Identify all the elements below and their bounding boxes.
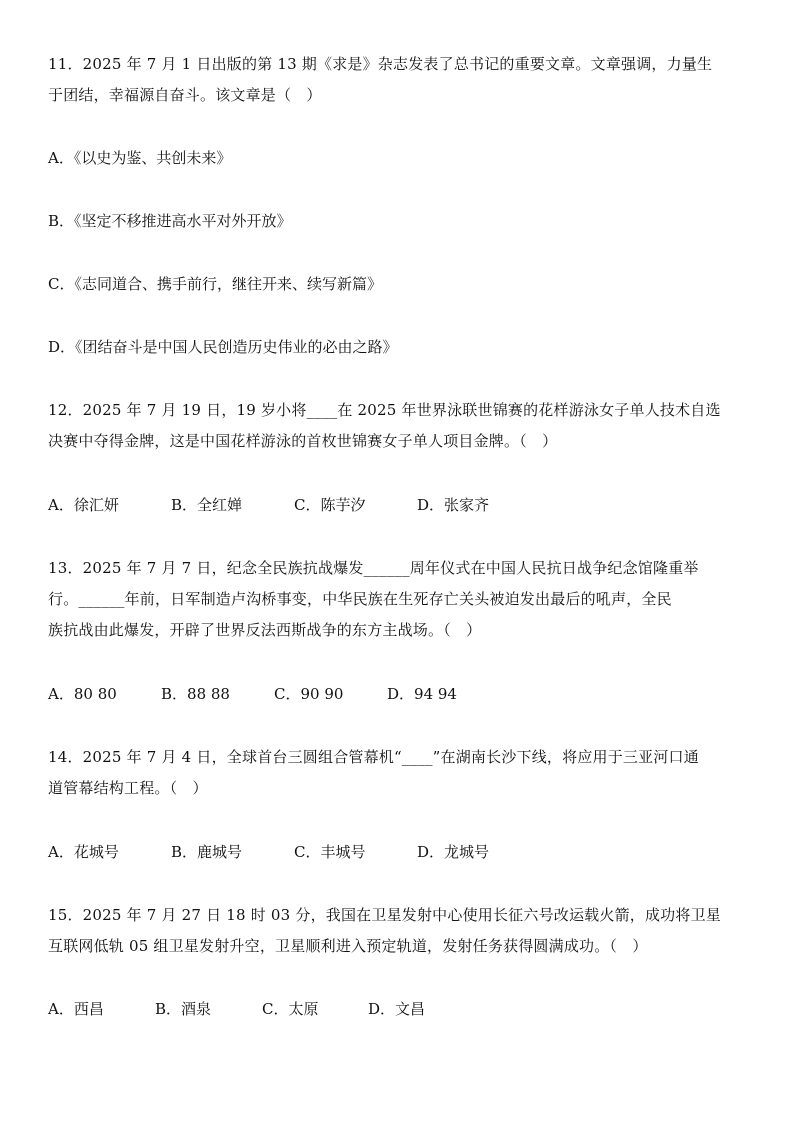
question-text-line: 决赛中夺得金牌，这是中国花样游泳的首枚世锦赛女子单人项目金牌。（ ） — [48, 432, 558, 450]
option-c[interactable]: C．陈芋汐 — [294, 496, 366, 514]
option-c[interactable]: C．丰城号 — [294, 843, 366, 861]
option-a[interactable]: A．花城号 — [48, 843, 119, 861]
option-b[interactable]: B．《坚定不移推进高水平对外开放》 — [48, 212, 292, 230]
option-c[interactable]: C．太原 — [262, 1000, 319, 1018]
question-text-line: 12．2025 年 7 月 19 日，19 岁小将____在 2025 年世界泳联世锦赛的花样游泳女子单人技术自选 — [48, 401, 721, 419]
option-d[interactable]: D．94 94 — [387, 685, 457, 703]
option-d[interactable]: D．文昌 — [368, 1000, 426, 1018]
question-text-line: 15．2025 年 7 月 27 日 18 时 03 分，我国在卫星发射中心使用长征六号改运载火箭，成功将卫星 — [48, 906, 721, 924]
option-b[interactable]: B．鹿城号 — [171, 843, 243, 861]
question-text-line: 11．2025 年 7 月 1 日出版的第 13 期《求是》杂志发表了总书记的重要文章。文章强调，力量生 — [48, 55, 713, 73]
option-d[interactable]: D．《团结奋斗是中国人民创造历史伟业的必由之路》 — [48, 338, 398, 356]
question-text-line: 互联网低轨 05 组卫星发射升空，卫星顺利进入预定轨道，发射任务获得圆满成功。（ ） — [48, 937, 648, 955]
option-a[interactable]: A．80 80 — [48, 685, 117, 703]
option-c[interactable]: C．《志同道合、携手前行，继往开来、续写新篇》 — [48, 275, 382, 293]
option-d[interactable]: D．龙城号 — [417, 843, 490, 861]
question-text-line: 于团结，幸福源自奋斗。该文章是（ ） — [48, 86, 322, 104]
option-a[interactable]: A．徐汇妍 — [48, 496, 119, 514]
option-b[interactable]: B．88 88 — [161, 685, 230, 703]
question-text-line: 13．2025 年 7 月 7 日，纪念全民族抗战爆发______周年仪式在中国人民抗日战争纪念馆隆重举 — [48, 559, 699, 577]
question-text-line: 道管幕结构工程。（ ） — [48, 779, 208, 797]
question-text-line: 14．2025 年 7 月 4 日，全球首台三圆组合管幕机“____”在湖南长沙下线，将应用于三亚河口通 — [48, 748, 699, 766]
question-text-line: 族抗战由此爆发，开辟了世界反法西斯战争的东方主战场。（ ） — [48, 621, 482, 639]
option-c[interactable]: C．90 90 — [274, 685, 344, 703]
option-a[interactable]: A．西昌 — [48, 1000, 104, 1018]
option-d[interactable]: D．张家齐 — [417, 496, 490, 514]
option-a[interactable]: A．《以史为鉴、共创未来》 — [48, 149, 232, 167]
option-b[interactable]: B．酒泉 — [155, 1000, 212, 1018]
option-b[interactable]: B．全红婵 — [171, 496, 243, 514]
question-text-line: 行。______年前，日军制造卢沟桥事变，中华民族在生死存亡关头被迫发出最后的吼声，全民 — [48, 590, 672, 608]
